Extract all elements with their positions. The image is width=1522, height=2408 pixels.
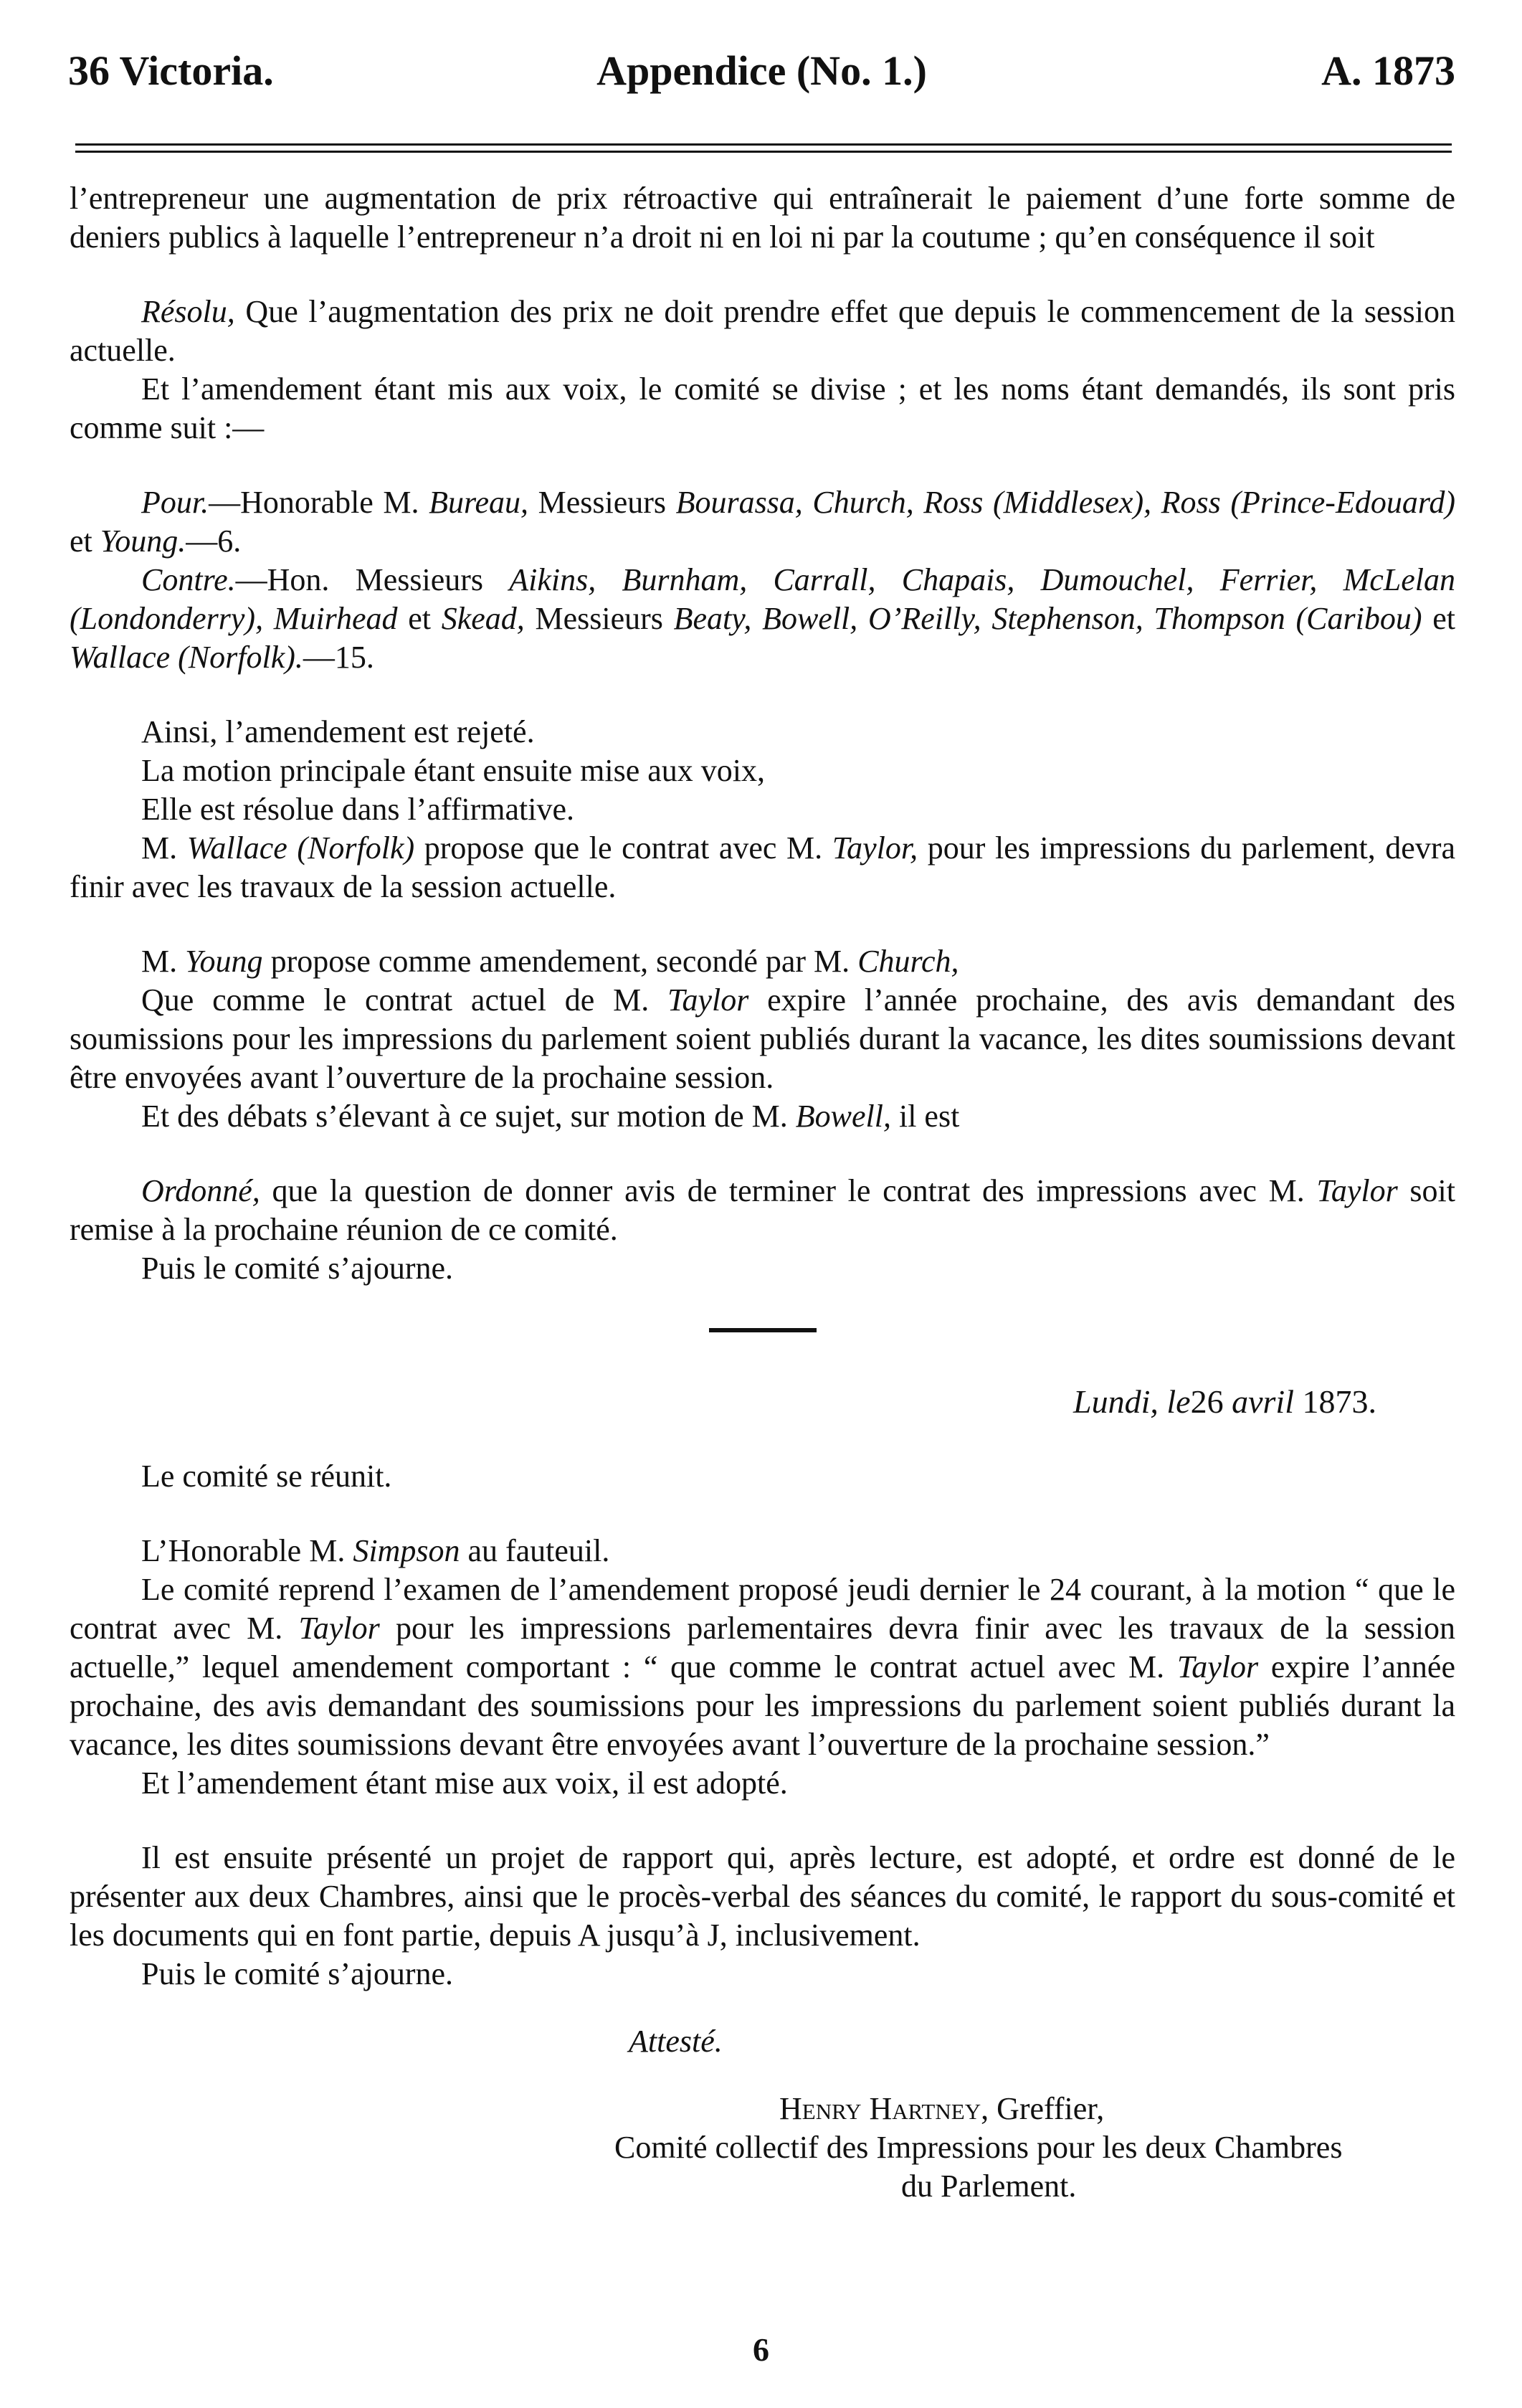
signature-line-2: Comité collectif des Impressions pour les deux Chambres [614,2130,1343,2165]
contre-count: —15. [303,640,374,675]
p11-text-1: que la question de donner avis de terminer le contrat des impressions avec M. [260,1173,1317,1208]
meeting-date [70,1383,1455,1421]
vote-contre [70,561,1455,677]
signature-line-3: du Parlement. [901,2168,1077,2204]
p14-text-1: L’Honorable M. [141,1533,353,1568]
signature-role: Greffier, [989,2091,1105,2126]
pour-text-2: Messieurs [528,485,676,520]
p9-text-1: Que comme le contrat actuel de M. [141,982,668,1018]
ordonne-lead: Ordonné, [141,1173,260,1208]
contre-text-4: et [1422,601,1455,636]
section-separator [709,1328,817,1332]
paragraph-main-motion: La motion principale étant ensuite mise aux voix, [141,753,765,788]
p11-text-2: soit remise à la prochaine réunion de ce comité. [70,1173,1455,1247]
paragraph-vote-call: Et l’amendement étant mis aux voix, le comité se divise ; et les noms étant demandés, ils sont pris comme suit :— [70,371,1455,445]
attest-text: Attesté. [629,2024,723,2059]
resolu-lead: Résolu, [141,294,235,329]
p7-text-2: propose que le contrat avec M. [414,830,832,866]
contre-text-1: —Hon. Messieurs [235,562,510,597]
page-number: 6 [753,2331,769,2368]
paragraph-report: Il est ensuite présenté un projet de rapport qui, après lecture, est adopté, et ordre est donné de le présenter aux deux Chambres, ainsi que le procès-verbal des séances du comité, le rapport du sous-comité et les documents qui en font partie, depuis A jusqu’à J, inclusivement. [70,1840,1455,1953]
p15-text-1: Le comité reprend l’examen de l’amendement proposé jeudi dernier le 24 courant, à la motion “ que le contrat avec M. [70,1572,1455,1646]
p7-text-1: M. [141,830,187,866]
p7-name-2: Taylor, [832,830,918,866]
p15-name-2: Taylor [1176,1649,1259,1684]
signature-name: Henry Hartney, [779,2091,989,2126]
p14-text-2: au fauteuil. [460,1533,610,1568]
running-header [68,39,1455,104]
attest-line [70,2022,1455,2061]
p14-name-1: Simpson [353,1533,460,1568]
p15-text-2: pour les impressions parlementaires devra finir avec les travaux de la session actuelle,” lequel amendement comportant : “ que comme le contrat actuel avec M. [70,1611,1455,1684]
pour-names-2: Bourassa, Church, Ross (Middlesex), Ross (Prince-Edouard) [675,485,1455,520]
p7-name-1: Wallace (Norfolk) [186,830,415,866]
paragraph-adopted: Et l’amendement étant mise aux voix, il est adopté. [141,1765,788,1801]
p10-text-1: Et des débats s’élevant à ce sujet, sur motion de M. [141,1099,796,1134]
p9-name-1: Taylor [667,982,749,1018]
p8-text-2: propose comme amendement, secondé par M. [262,944,858,979]
signature-line-1 [614,2090,1455,2128]
date-number: 26 [1190,1383,1224,1420]
paragraph-continued: l’entrepreneur une augmentation de prix rétroactive qui entraînerait le paiement d’une forte somme de deniers publics à laquelle l’entrepreneur n’a droit ni en loi ni par la coutume ; qu’en conséquence il soit [70,181,1455,255]
p15-name-1: Taylor [298,1611,380,1646]
paragraph-meeting: Le comité se réunit. [141,1459,392,1494]
date-year: 1873. [1302,1383,1376,1420]
resolu-text: Que l’augmentation des prix ne doit prendre effet que depuis le commencement de la session actuelle. [70,294,1455,368]
p8-name-1: Young [185,944,263,979]
pour-lead: Pour. [141,485,209,520]
paragraph-adjourn-1: Puis le comité s’ajourne. [141,1251,454,1286]
p10-text-2: il est [890,1099,960,1134]
p7-text-3: pour les impressions du parlement, devra finir avec les travaux de la session actuelle. [70,830,1456,904]
paragraph-ordonne [70,1172,1455,1249]
contre-name-4: Wallace (Norfolk). [70,640,303,675]
paragraph-chair [70,1532,1455,1570]
contre-text-3: Messieurs [524,601,674,636]
contre-names-3: Beaty, Bowell, O’Reilly, Stephenson, Thompson (Caribou) [673,601,1422,636]
contre-lead: Contre. [141,562,236,597]
header-appendix: Appendice (No. 1.) [596,47,927,94]
paragraph-young-amendment [70,942,1455,981]
header-year: A. 1873 [1321,47,1455,94]
date-le: le [1166,1383,1191,1420]
vote-pour [70,483,1455,561]
signature-block [70,2090,1455,2206]
p8-text-1: M. [141,944,186,979]
date-month: avril [1232,1383,1294,1420]
p11-name-1: Taylor [1316,1173,1398,1208]
paragraph-adjourn-2: Puis le comité s’ajourne. [141,1956,454,1991]
p8-name-2: Church, [857,944,959,979]
paragraph-resume [70,1570,1455,1764]
paragraph-wallace-motion [70,829,1455,906]
pour-name-3: Young. [100,523,186,559]
header-rule-bottom [75,151,1452,153]
pour-count: —6. [186,523,242,559]
p10-name-1: Bowell, [795,1099,891,1134]
p15-text-3: expire l’année prochaine, des avis demandant des soumissions pour les impressions du parlement soient publiés durant la vacance, les dites soumissions devant être envoyées avant l’ouverture de la prochaine session.” [70,1649,1455,1762]
paragraph-amendment-text [70,981,1455,1097]
paragraph-affirmative: Elle est résolue dans l’affirmative. [141,792,574,827]
contre-text-2: et [397,601,442,636]
pour-text-3: et [70,523,100,559]
header-session: 36 Victoria. [68,47,274,94]
paragraph-rejected: Ainsi, l’amendement est rejeté. [141,714,535,749]
paragraph-debate [70,1097,1455,1136]
document-body [70,179,1455,2206]
contre-name-2: Skead, [441,601,525,636]
pour-text-1: —Honorable M. [209,485,429,520]
paragraph-resolu [70,293,1455,370]
date-day: Lundi, [1073,1383,1159,1420]
p9-text-2: expire l’année prochaine, des avis demandant des soumissions pour les impressions du parlement soient publiés durant la vacance, les dites soumissions devant être envoyées avant l’ouverture de la prochaine session. [70,982,1455,1095]
header-rule-top [75,143,1452,146]
contre-names-1: Aikins, Burnham, Carrall, Chapais, Dumouchel, Ferrier, McLelan (Londonderry), Muirhead [70,562,1455,636]
pour-name-1: Bureau, [429,485,528,520]
